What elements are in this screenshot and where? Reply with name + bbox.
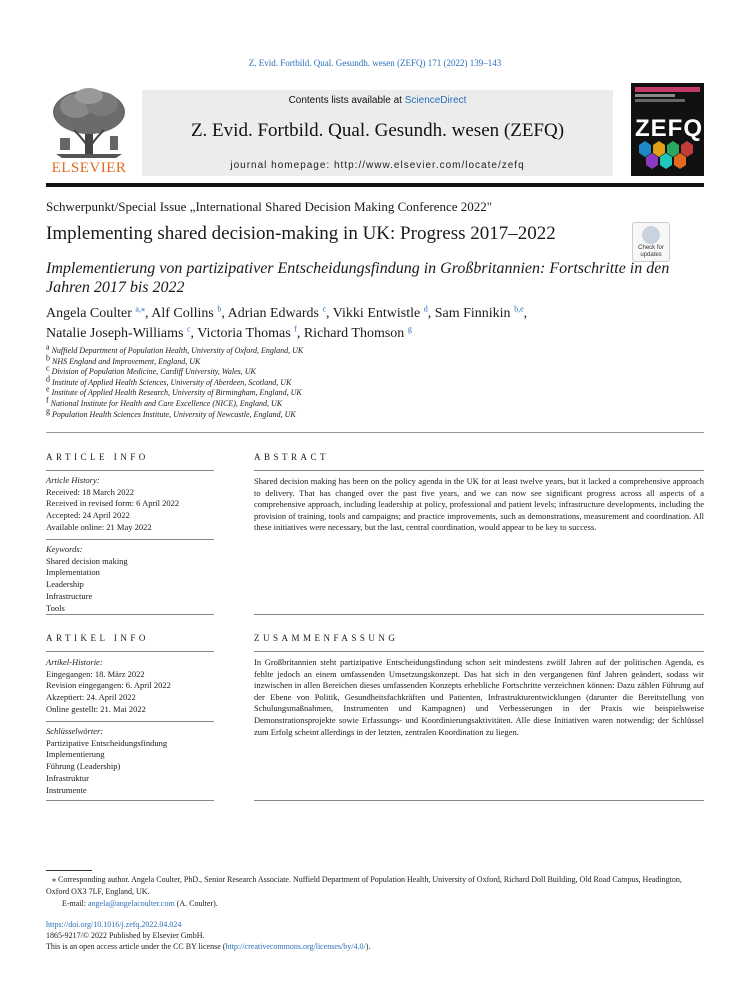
affiliation-key: d bbox=[46, 374, 50, 384]
author-affiliation-marker[interactable]: c bbox=[322, 304, 327, 314]
affiliation-item bbox=[46, 342, 706, 357]
affiliation-text: Nuffield Department of Population Health, University of Oxford, England, UK bbox=[51, 346, 304, 355]
history-item: Received in revised form: 6 April 2022 bbox=[46, 498, 180, 509]
elsevier-tree-logo bbox=[46, 86, 132, 178]
artikel-info-end-rule bbox=[46, 800, 214, 801]
keyword-item: Partizipative Entscheidungsfindung bbox=[46, 737, 168, 748]
special-issue-label: Schwerpunkt/Special Issue „International Shared Decision Making Conference 2022" bbox=[46, 199, 493, 214]
affiliation-item bbox=[46, 374, 706, 389]
author-affiliation-marker[interactable]: d bbox=[423, 304, 428, 314]
affiliation-item bbox=[46, 352, 706, 368]
affiliation-text: Population Health Sciences Institute, University of Newcastle, England, UK bbox=[52, 409, 296, 419]
zusammenfassung-rule bbox=[254, 651, 704, 652]
author-affiliation-marker[interactable]: a,⁎ bbox=[135, 304, 145, 314]
email-label: E-mail: bbox=[62, 899, 88, 908]
homepage-prefix: journal homepage: bbox=[230, 160, 334, 171]
keyword-item: Führung (Leadership) bbox=[46, 761, 121, 772]
schluesselwoerter-rule bbox=[46, 721, 214, 722]
keyword-item: Infrastruktur bbox=[46, 772, 89, 783]
affiliation-text: Institute of Applied Health Sciences, University of Aberdeen, Scotland, UK bbox=[52, 377, 292, 387]
affiliation-item bbox=[46, 395, 706, 410]
keyword-item: Instrumente bbox=[46, 784, 87, 795]
cover-title: ZEFQ bbox=[635, 115, 703, 142]
journal-cover bbox=[631, 83, 704, 176]
affiliation-item bbox=[46, 384, 706, 399]
affiliation-item bbox=[46, 405, 706, 421]
license-prefix: This is an open access article under the CC BY license ( bbox=[46, 942, 226, 951]
keywords-label: Keywords: bbox=[46, 544, 83, 554]
license-link[interactable]: http://creativecommons.org/licenses/by/4.0/ bbox=[225, 942, 366, 951]
author-affiliation-marker[interactable]: f bbox=[294, 324, 297, 334]
schluesselwoerter-block bbox=[46, 726, 216, 796]
zusammenfassung-text: In Großbritannien steht partizipative Entscheidungsfindung schon seit mindestens zwölf Jahren auf der politischen Agenda, es fehlte jedoch an einem umfassenden Umsetzungskonzept. Das hat sich in den vergangenen fünf Jahren geändert, sodass wir inzwischen in allen Bereichen dieses umfassenden Konzepts erhebliche Fortschritte verzeichnen können: Dazu zählen Führung auf der Ebene von Politik, Gesundheitsfachkräften und Patienten, Infrastrukturentwicklungen (darunter die Bereitstellung von Schulungsmaßnahmen, Instrumenten und Kampagnen) und Verbesserungen in der Praxis wie beispielsweise Demonstrationsprojekte sowie Erfassungs- und Koordinierungsaktivitäten. Alle diese Initiativen waren notwendig; der Schlüssel zum Erfolg scheint allerdings in der letzten, zentralen Koordination zu liegen. bbox=[254, 657, 704, 737]
email-link[interactable]: angela@angelacoulter.com bbox=[88, 899, 175, 908]
affiliation-key: b bbox=[46, 352, 50, 362]
abstract-end-rule bbox=[254, 614, 704, 615]
footnote-text: Corresponding author. Angela Coulter, PhD., Senior Research Associate. Nuffield Department of Population Health, University of Oxford, Richard Doll Building, Old Road Campus, Headington, Oxford OX3 7LF, England, UK. bbox=[46, 875, 682, 896]
keywords-block bbox=[46, 544, 216, 614]
history-item: Eingegangen: 18. März 2022 bbox=[46, 668, 145, 679]
history-label: Article History: bbox=[46, 475, 100, 485]
keyword-item: Tools bbox=[46, 602, 65, 613]
keyword-item: Infrastructure bbox=[46, 590, 93, 601]
article-title-de: Implementierung von partizipativer Entscheidungsfindung in Großbritannien: Fortschritte in den Jahren 2017 bis 2022 bbox=[46, 260, 670, 296]
history-item: Akzeptiert: 24. April 2022 bbox=[46, 692, 136, 703]
article-info-rule bbox=[46, 470, 214, 471]
corresponding-author-footnote bbox=[46, 874, 706, 910]
tree-icon bbox=[46, 86, 132, 160]
email-suffix: (A. Coulter). bbox=[174, 899, 218, 908]
keyword-item: Shared decision making bbox=[46, 555, 128, 566]
check-for-updates-button[interactable] bbox=[632, 222, 670, 262]
history-item: Accepted: 24 April 2022 bbox=[46, 510, 130, 521]
author-affiliation-marker[interactable]: b bbox=[217, 304, 222, 314]
history-item: Received: 18 March 2022 bbox=[46, 486, 135, 497]
check-updates-icon bbox=[642, 226, 660, 244]
homepage-url[interactable]: http://www.elsevier.com/locate/zefq bbox=[334, 160, 525, 171]
author-name[interactable]: Natalie Joseph-Williams bbox=[46, 326, 184, 341]
footnote-rule bbox=[46, 870, 92, 871]
affiliation-text: Division of Population Medicine, Cardiff University, Wales, UK bbox=[51, 367, 256, 377]
author-name[interactable]: Victoria Thomas bbox=[197, 326, 291, 341]
license-line bbox=[46, 941, 706, 952]
article-title-en: Implementing shared decision-making in UK: Progress 2017–2022 bbox=[46, 223, 556, 244]
affiliation-text: NHS England and Improvement, England, UK bbox=[52, 356, 201, 366]
section-divider bbox=[46, 432, 704, 433]
article-history bbox=[46, 475, 216, 534]
check-updates-label: Check for updates bbox=[638, 245, 664, 258]
keyword-item: Implementation bbox=[46, 567, 100, 578]
zusammenfassung-heading: ZUSAMMENFASSUNG bbox=[254, 633, 399, 643]
affiliation-key: a bbox=[46, 342, 50, 352]
doi-link[interactable]: https://doi.org/10.1016/j.zefq.2022.04.024 bbox=[46, 920, 182, 929]
author-name[interactable]: Alf Collins bbox=[151, 306, 214, 321]
keywords-label: Schlüsselwörter: bbox=[46, 726, 104, 736]
affiliation-text: National Institute for Health and Care Excellence (NICE), England, UK bbox=[50, 398, 283, 408]
masthead-rule bbox=[46, 183, 704, 187]
history-item: Available online: 21 May 2022 bbox=[46, 521, 152, 532]
author-name[interactable]: Sam Finnikin bbox=[434, 306, 511, 321]
masthead bbox=[46, 86, 704, 182]
abstract-text: Shared decision making has been on the policy agenda in the UK for at least twelve years, but it lacked a comprehensive approach to delivery. That has changed over the past five years, and we can now see significant progress across all aspects of a comprehensive approach, including leadership at policy, professional and patient levels; infrastructure developments, including the provision of training, tools and campaigns; and practice improvements, such as demonstrations, measurement and coordination. All these initiatives were necessary, but the last, central coordination, would appear to be key to success. bbox=[254, 476, 704, 533]
affiliation-text: Institute of Applied Health Research, University of Birmingham, England, UK bbox=[51, 388, 302, 398]
issn-line: 1865-9217/© 2022 Published by Elsevier GmbH. bbox=[46, 931, 205, 940]
sciencedirect-link[interactable]: ScienceDirect bbox=[404, 95, 467, 106]
journal-banner bbox=[142, 90, 613, 176]
journal-citation[interactable]: Z. Evid. Fortbild. Qual. Gesundh. wesen (ZEFQ) 171 (2022) 139–143 bbox=[248, 58, 502, 68]
history-label: Artikel-Historie: bbox=[46, 657, 103, 667]
journal-name: Z. Evid. Fortbild. Qual. Gesundh. wesen (ZEFQ) bbox=[190, 120, 565, 141]
footnote-body bbox=[46, 874, 706, 898]
author-affiliation-marker[interactable]: c bbox=[186, 324, 191, 334]
contents-prefix: Contents lists available at bbox=[288, 95, 405, 106]
affiliation-key: e bbox=[46, 384, 50, 394]
author-name[interactable]: Angela Coulter bbox=[46, 306, 132, 321]
footnote-marker: ⁎ bbox=[52, 875, 56, 884]
footnote-email-line bbox=[46, 898, 706, 910]
author-list: Angela Coulter $^{a,⁎}$, Alf Collins $^b$, Adrian Edwards $^c$, Vikki Entwistle $^d$, Sam Finnikin $^{b,e}$, Natalie Joseph-Williams $^c$, Victoria Thomas $^f$, Richard Thomson $^g$ bbox=[46, 304, 528, 341]
contents-line bbox=[142, 95, 613, 106]
page-footer bbox=[46, 919, 706, 952]
zusammenfassung-end-rule bbox=[254, 800, 704, 801]
artikel-historie bbox=[46, 657, 216, 716]
history-item: Revision eingegangen: 6. April 2022 bbox=[46, 680, 171, 691]
author-name[interactable]: Vikki Entwistle bbox=[332, 306, 421, 321]
abstract-heading: ABSTRACT bbox=[254, 452, 330, 462]
author-name[interactable]: Richard Thomson bbox=[303, 326, 405, 341]
history-item: Online gestellt: 21. Mai 2022 bbox=[46, 703, 146, 714]
keywords-rule bbox=[46, 539, 214, 540]
abstract-rule bbox=[254, 470, 704, 471]
keyword-item: Implementierung bbox=[46, 749, 105, 760]
homepage-line bbox=[142, 160, 613, 171]
author-affiliation-marker[interactable]: b,e bbox=[514, 304, 524, 314]
affiliation-item bbox=[46, 363, 706, 378]
affiliation-key: f bbox=[46, 395, 49, 405]
author-name[interactable]: Adrian Edwards bbox=[227, 306, 319, 321]
affiliation-key: c bbox=[46, 363, 50, 373]
article-info-end-rule bbox=[46, 614, 214, 615]
keyword-item: Leadership bbox=[46, 579, 84, 590]
license-suffix: ). bbox=[365, 942, 371, 951]
affiliation-key: g bbox=[46, 405, 50, 415]
publisher-name: ELSEVIER bbox=[51, 160, 127, 176]
author-affiliation-marker[interactable]: g bbox=[407, 324, 412, 334]
artikel-info-heading: ARTIKEL INFO bbox=[46, 633, 149, 643]
article-info-heading: ARTICLE INFO bbox=[46, 452, 149, 462]
affiliation-list bbox=[46, 342, 706, 420]
artikel-info-rule bbox=[46, 651, 214, 652]
